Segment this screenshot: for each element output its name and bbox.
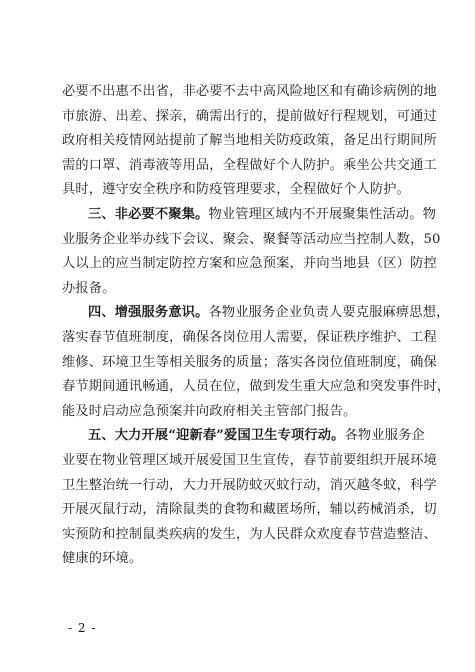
text-line: 卫生整治统一行动，大力开展防蚊灭蚊行动，消灭越冬蚊，科学 [62,477,437,493]
paragraph-section-4 [62,301,451,424]
text-line: 需的口罩、消毒液等用品，全程做好个人防护。乘坐公共交通工 [62,157,437,173]
section-heading: 四、增强服务意识。 [88,305,209,321]
text-line: 人以上的应当制定防控方案和应急预案，并向当地县（区）防控 [62,256,437,272]
text-line: 开展灭鼠行动，清除鼠类的食物和藏匿场所，辅以药械消杀，切 [62,502,437,518]
page-number: - 2 - [68,621,97,635]
text-line: 能及时启动应急预案并向政府相关主管部门报告。 [62,403,357,419]
text-line [62,301,450,326]
text-line: 业服务企业举办线下会议、聚会、聚餐等活动应当控制人数，50 [62,231,441,247]
text-line [62,203,437,228]
paragraph-section-3 [62,203,441,301]
text-line: 落实春节值班制度，确保各岗位用人需要，保证秩序维护、工程 [62,329,437,345]
document-body [62,80,451,572]
text-line: 春节期间通讯畅通，人员在位，做到发生重大应急和突发事件时， [62,379,451,395]
text-line: 实预防和控制鼠类疾病的发生，为人民群众欢度春节营造整洁、 [62,526,437,542]
text-line [62,424,424,449]
text-run: 各物业服务企 [344,428,425,444]
paragraph-section-5 [62,424,437,572]
text-line: 业要在物业管理区域开展爱国卫生宣传，春节前要组织开展环境 [62,452,437,468]
text-run: 物业管理区域内不开展聚集性活动。物 [208,206,437,222]
text-line: 市旅游、出差、探亲，确需出行的，提前做好行程规划，可通过 [62,108,437,124]
text-line: 必要不出惠不出省，非必要不去中高风险地区和有确诊病例的地 [62,84,437,99]
text-line: 维修、环境卫生等相关服务的质量；落实各岗位值班制度，确保 [62,354,437,370]
text-line: 政府相关疫情网站提前了解当地相关防疫政策，备足出行期间所 [62,133,437,149]
section-heading: 五、大力开展“迎新春”爱国卫生专项行动。 [88,428,345,444]
text-line: 办报备。 [62,280,116,296]
paragraph-1 [62,80,437,203]
text-run: 各物业服务企业负责人要克服麻痹思想， [208,305,450,321]
text-line: 具时，遵守安全秩序和防疫管理要求，全程做好个人防护。 [62,182,411,198]
section-heading: 三、非必要不聚集。 [88,206,209,222]
text-line: 健康的环境。 [62,551,143,567]
